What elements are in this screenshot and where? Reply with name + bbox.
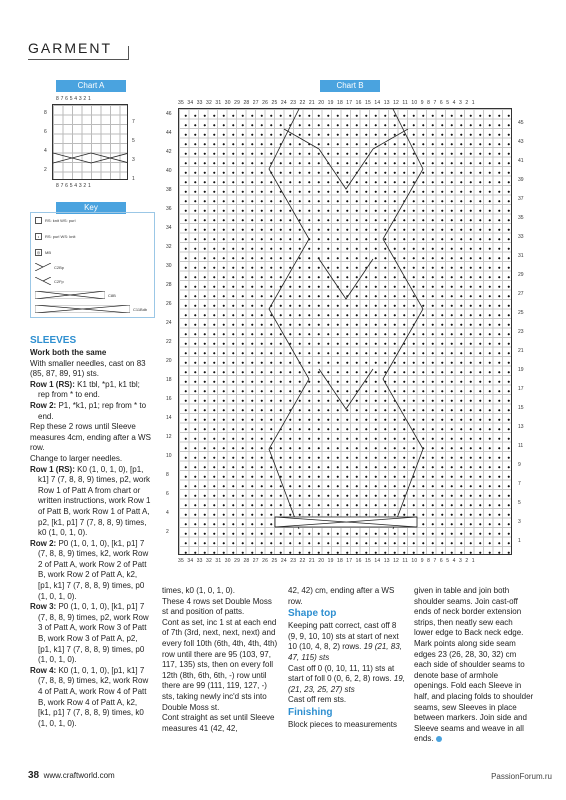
chart-b-row-label: 22 [166,339,172,345]
chart-b-row-label: 44 [166,130,172,136]
chart-a-row-label: 6 [44,129,47,135]
chart-b-row-label: 39 [518,177,524,183]
chart-b-row-label: 13 [518,424,524,430]
page-footer [28,770,115,781]
key-item: ◎ MB [36,250,51,255]
key-box [30,212,155,318]
paragraph: Change to larger needles. [30,453,123,463]
chart-b-row-label: 35 [518,215,524,221]
finishing-heading: Finishing [288,706,333,718]
watermark: PassionForum.ru [491,772,552,781]
instruction-row: Row 1 (RS): K0 (1, 0, 1, 0), [p1, k1] 7 (7, 8, 8, 9) times, p2, work Row 1 of Patt A from chart or written instructions, work Row 1 of Patt B, work Row 1 of Patt A, p2, [k1, p1] 7 (7, 8, 8, 9) times, k0 (1, 0, 1, 0). [30,464,151,538]
chart-b-row-label: 4 [166,510,169,516]
paragraph: Rep these 2 rows until Sleeve measures 4cm, ending after a WS row. [30,422,151,453]
chart-a-grid [52,104,128,180]
subheading: Work both the same [30,348,107,357]
chart-b-row-label: 23 [518,329,524,335]
key-item: RS: knit WS: purl [35,217,75,224]
knit-symbol-icon [35,217,42,224]
chart-b-row-label: 43 [518,139,524,145]
cable-c11bdb-icon [35,305,130,313]
paragraph: 42, 42) cm, ending after a WS row. [288,586,395,606]
instruction-row: Row 2: P0 (1, 0, 1, 0), [k1, p1] 7 (7, 8, 8, 9) times, k2, work Row 2 of Patt A, work Row 2 of Patt B, work Row 2 of Patt A, k2, [p1, k1] 7 (7, 8, 8, 9) times, p0 (1, 0, 1, 0). [30,538,149,601]
site-url: www.craftworld.com [43,771,115,780]
chart-b-row-label: 1 [518,538,521,544]
text-column-4 [414,586,534,745]
chart-a-row-label: 5 [132,138,135,144]
chart-b-grid [178,108,512,555]
chart-a-row-label: 1 [132,176,135,182]
instruction-row: Row 1 (RS): K1 tbl, *p1, k1 tbl; rep from * to end. [30,379,140,400]
instruction-row: Row 3: P0 (1, 0, 1, 0), [k1, p1] 7 (7, 8, 8, 9) times, p2, work Row 3 of Patt A, work Row 3 of Patt B, work Row 3 of Patt A, p2, [p1, k1] 7 (7, 8, 8, 9) times, p0 (1, 0, 1, 0). [30,602,149,665]
chart-a-row-label: 2 [44,167,47,173]
chart-b-row-label: 6 [166,491,169,497]
chart-b-row-label: 9 [518,462,521,468]
paragraph: These 4 rows set Double Moss st and position of patts. [162,596,272,617]
cable-c8b-icon [35,291,105,299]
chart-a-cols-top: 8 7 6 5 4 3 2 1 [56,96,91,102]
chart-a-cols-bottom: 8 7 6 5 4 3 2 1 [56,183,91,189]
chart-b-title: Chart B [320,80,380,92]
chart-b-row-label: 18 [166,377,172,383]
chart-b-row-label: 33 [518,234,524,240]
chart-b-row-label: 29 [518,272,524,278]
chart-b-row-label: 25 [518,310,524,316]
chart-a-row-label: 4 [44,148,47,154]
chart-b-row-label: 10 [166,453,172,459]
cable-c2bp-icon [35,263,51,271]
header-rule-vertical [128,46,129,60]
chart-b-row-label: 17 [518,386,524,392]
chart-b-row-label: 14 [166,415,172,421]
chart-b-row-label: 38 [166,187,172,193]
paragraph: Cast off rem sts. [288,695,347,705]
chart-b-row-label: 12 [166,434,172,440]
chart-b-row-label: 42 [166,149,172,155]
chart-a-title: Chart A [56,80,126,92]
paragraph: Block pieces to measurements [288,719,397,729]
chart-b-row-label: 5 [518,500,521,506]
text-column-2 [162,586,280,734]
chart-b-row-label: 46 [166,111,172,117]
chart-b-row-label: 2 [166,529,169,535]
instruction-row: Row 2: P1, *k1, p1; rep from * to end. [30,400,147,421]
chart-b-row-label: 11 [518,443,524,449]
chart-a-cables [53,105,128,180]
chart-b-row-label: 20 [166,358,172,364]
shape-top-heading: Shape top [288,608,337,620]
chart-b-row-label: 16 [166,396,172,402]
text-column-3 [288,586,406,731]
section-title: GARMENT [28,40,112,56]
key-item: • RS: purl WS: knit [35,233,75,240]
chart-a-row-label: 8 [44,110,47,116]
chart-b-row-label: 28 [166,282,172,288]
paragraph: Cast off 0 (0, 10, 11, 11) sts at start of foll 0 (0, 6, 2, 8) rows. 19, (21, 23, 25, 27) sts [288,663,405,694]
paragraph: Cont straight as set until Sleeve measures 41 (42, 42, [162,713,275,733]
key-item: C8B [35,291,116,299]
chart-b-cols-bottom: 35 34 33 32 31 30 29 28 27 26 25 24 23 22 21 20 19 18 17 16 15 14 13 12 11 10 9 8 7 6 5 4 3 2 1 [178,558,475,564]
chart-b-row-label: 8 [166,472,169,478]
paragraph: Keeping patt correct, cast off 8 (9, 9, 10, 10) sts at start of next 10 (10, 4, 8, 2) rows. 19 (21, 83, 47, 115) sts [288,621,402,662]
chart-b-cables [179,109,512,555]
paragraph: given in table and join both shoulder seams. Join cast-off ends of neck border extension strips, then neatly sew each lower edge to Back neck edge. Mark points along side seam edges 23 (26, 28, 30, 32) cm each side of shoulder seams to denote base of armhole openings. Fold each Sleeve in half, and placing folds to shoulder seams, sew Sleeves in place between markers. Join side and Sleeve seams and weave in all ends. [414,586,534,744]
chart-b-row-label: 19 [518,367,524,373]
chart-b-row-label: 15 [518,405,524,411]
header-rule [28,59,128,60]
chart-b-row-label: 27 [518,291,524,297]
chart-b-row-label: 7 [518,481,521,487]
chart-b-row-label: 37 [518,196,524,202]
chart-a-row-label: 7 [132,119,135,125]
instruction-row: Row 4: K0 (1, 0, 1, 0), [p1, k1] 7 (7, 8, 8, 9) times, k2, work Row 4 of Patt A, work Row 4 of Patt B, work Row 4 of Patt A, k2, [k1, p1] 7 (7, 8, 8, 9) times, k0 (1, 0, 1, 0). [30,665,149,728]
purl-dot-icon: • [35,233,42,240]
bobble-icon: ◎ [36,250,41,255]
paragraph: Cont as set, inc 1 st at each end of 7th (3rd, next, next, next) and every foll 10th (6th, 4th, 4th, 4th) row until there are 95 (103, 97, 117, 135) sts, then on every foll 12th (8th, 6th, 6th, -) row until there are 99 (111, 119, 127, -) sts, taking newly inc'd sts into Double Moss st. [162,617,278,712]
chart-b-row-label: 31 [518,253,524,259]
key-item: C11Bdb [35,305,147,313]
sleeves-column [30,334,152,729]
chart-b-row-label: 3 [518,519,521,525]
chart-b-row-label: 21 [518,348,524,354]
key-item: C2Fp [35,277,64,285]
chart-b-row-label: 30 [166,263,172,269]
paragraph: With smaller needles, cast on 83 (85, 87, 89, 91) sts. [30,358,146,379]
chart-b-row-label: 34 [166,225,172,231]
key-item: C2Bp [35,263,64,271]
chart-b-row-label: 45 [518,120,524,126]
end-mark-icon [436,736,442,742]
page-number: 38 [28,770,40,781]
chart-b-cols-top: 35 34 33 32 31 30 29 28 27 26 25 24 23 22 21 20 19 18 17 16 15 14 13 12 11 10 9 8 7 6 5 4 3 2 1 [178,100,475,106]
chart-b-row-label: 26 [166,301,172,307]
chart-b-row-label: 24 [166,320,172,326]
key-title: Key [56,202,126,214]
paragraph: times, k0 (1, 0, 1, 0). [162,586,235,595]
chart-b-row-label: 32 [166,244,172,250]
chart-b-row-label: 40 [166,168,172,174]
chart-b-row-label: 36 [166,206,172,212]
chart-b-row-label: 41 [518,158,524,164]
sleeves-heading: SLEEVES [30,335,77,346]
chart-a-row-label: 3 [132,157,135,163]
cable-c2fp-icon [35,277,51,285]
